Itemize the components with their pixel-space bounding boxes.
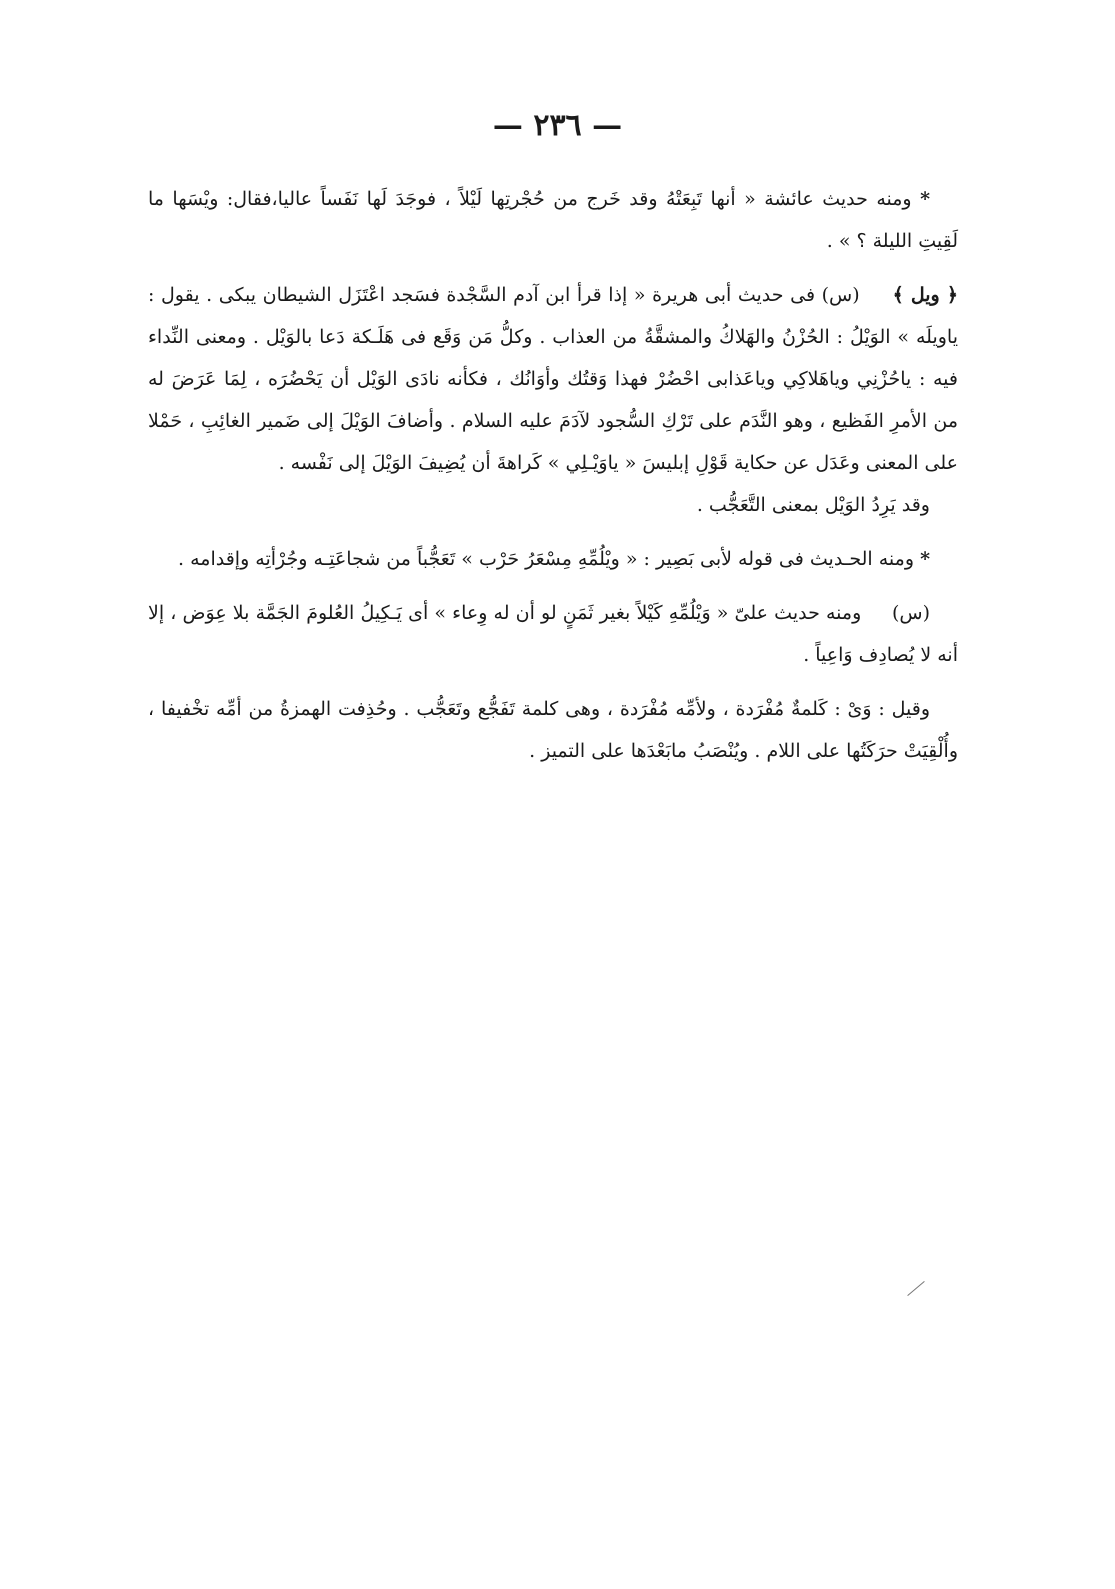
- paragraph-aisha-hadith: [148, 178, 958, 262]
- paragraph-ali-hadith: [148, 592, 958, 676]
- paragraph-text: ومنه الحـديث فى قوله لأبى بَصِير : « ويْلُمِّهِ مِسْعَرُ حَرْب » تَعَجُّباً من شجاعَتِـه وجُرْأتِه وإقدامه .: [178, 548, 915, 570]
- scan-speck: [907, 1281, 924, 1296]
- paragraph-abu-basir-hadith: [148, 538, 958, 580]
- paragraph-text: وقد يَرِدُ الوَيْل بمعنى التَّعَجُّب .: [696, 494, 930, 516]
- text-body: [148, 178, 958, 784]
- paragraph-wayl-entry: [148, 274, 958, 484]
- paragraph-wayy-explanation: [148, 688, 958, 772]
- paragraph-text: ومنه حديث عائشة « أنها تَبِعَتْهُ وقد خَرج من حُجْرتِها لَيْلاً ، فوجَدَ لَها نَفَساً عاليا،فقال: ويْسَها ما لَقِيتِ الليلة ؟ » .: [148, 188, 958, 252]
- source-marker: (س): [821, 284, 860, 306]
- entry-headword: ﴿ ويل ﴾: [892, 284, 958, 306]
- paragraph-text: ومنه حديث علىّ « وَيْلُمِّهِ كَيْلاً بغير ثَمَنٍ لو أن له وِعاء » أى يَـكِيلُ العُلومَ الجَمَّة بلا عِوَض ، إلا أنه لا يُصادِف وَاعِياً .: [148, 602, 958, 666]
- paragraph-text: فى حديث أبى هريرة « إذا قرأ ابن آدم السَّجْدة فسَجد اعْتَزَل الشيطان يبكى . يقول : ياويلَه » الوَيْلُ : الحُزْنُ والهَلاكُ والمشقَّةُ من العذاب . وكلُّ مَن وَقَع فى هَلَـكة دَعا بالوَيْل . ومعنى النِّداء فيه : ياحُزْنِي وياهَلاكِي وياعَذابى احْضُرْ فهذا وَقتُك وأوَانُك ، فكأنه نادَى الوَيْل أن يَحْضُرَه ، لِمَا عَرَضَ له من الأمرِ الفَظيع ، وهو النَّدَم على تَرْكِ السُّجود لآدَمَ عليه السلام . وأضافَ الوَيْلَ إلى ضَمير الغائِبِ ، حَمْلا على المعنى وعَدَل عن حكاية قَوْلِ إبليسَ « ياوَيْـلِي » كَراهةَ أن يُضِيفَ الوَيْلَ إلى نَفْسه .: [148, 284, 958, 474]
- page-number: — ٢٣٦ —: [492, 108, 623, 143]
- source-marker: (س): [891, 602, 931, 624]
- paragraph-wayl-wonder: [148, 484, 958, 526]
- asterisk-marker: *: [920, 188, 930, 210]
- paragraph-text: وقيل : وَىْ : كَلمةٌ مُفْرَدة ، ولأمِّه مُفْرَدة ، وهى كلمة تَفَجُّع وتَعَجُّب . وحُذِفت الهمزةُ من أمِّه تخْفيفا ، وأُلْقِيَتْ حرَكَتُها على اللام . ويُنْصَبُ مابَعْدَها على التميز .: [148, 698, 958, 762]
- asterisk-marker: *: [920, 548, 930, 570]
